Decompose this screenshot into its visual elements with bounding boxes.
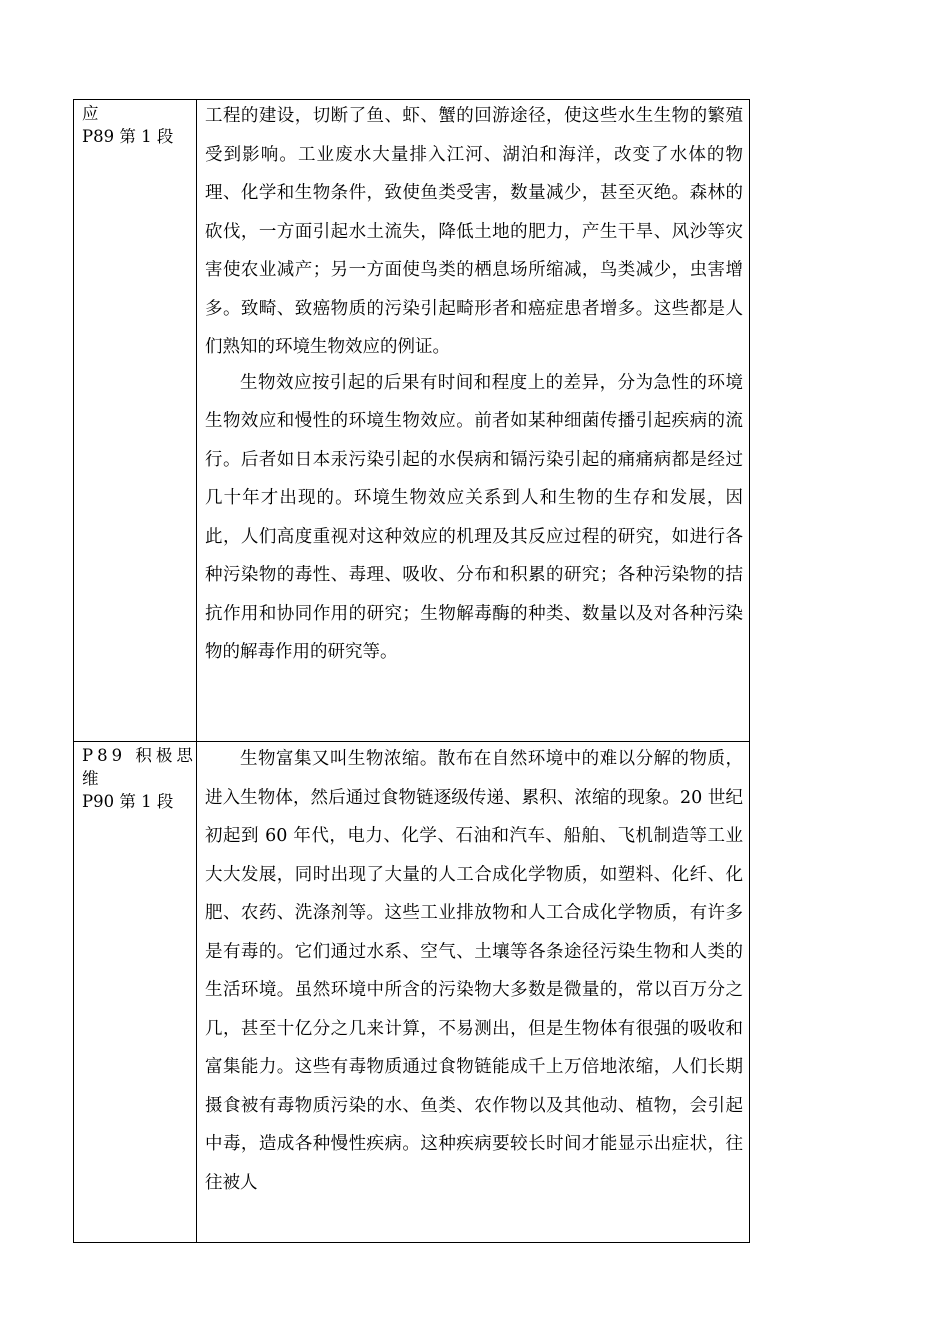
reference-line: P89 第 1 段 [82, 127, 174, 146]
table-row [74, 100, 750, 742]
content-table [73, 99, 750, 1243]
paragraph: 工程的建设，切断了鱼、虾、蟹的回游途径，使这些水生生物的繁殖受到影响。工业废水大量排入江河、湖泊和海洋，改变了水体的物理、化学和生物条件，致使鱼类受害，数量减少，甚至灭绝。森林的砍伐，一方面引起水土流失，降低土地的肥力，产生干旱、风沙等灾害使农业减产；另一方面使鸟类的栖息场所缩减，鸟类减少，虫害增多。致畸、致癌物质的污染引起畸形者和癌症患者增多。这些都是人们熟知的环境生物效应的例证。 [205, 106, 743, 357]
reference-line: 维 [82, 769, 99, 788]
reference-line: P89 积极思 [82, 746, 197, 765]
reference-line: 应 [82, 104, 99, 123]
paragraph: 生物富集又叫生物浓缩。散布在自然环境中的难以分解的物质，进入生物体，然后通过食物链逐级传递、累积、浓缩的现象。20 世纪初起到 60 年代，电力、化学、石油和汽车、船舶、飞机制造等工业大大发展，同时出现了大量的人工合成化学物质，如塑料、化纤、化肥、农药、洗涤剂等。这些工业排放物和人工合成化学物质，有许多是有毒的。它们通过水系、空气、土壤等各条途径污染生物和人类的生活环境。虽然环境中所含的污染物大多数是微量的，常以百万分之几，甚至十亿分之几来计算，不易测出，但是生物体有很强的吸收和富集能力。这些有毒物质通过食物链能成千上万倍地浓缩，人们长期摄食被有毒物质污染的水、鱼类、农作物以及其他动、植物，会引起中毒，造成各种慢性疾病。这种疾病要较长时间才能显示出症状，往往被人 [205, 749, 743, 1193]
paragraph: 生物效应按引起的后果有时间和程度上的差异，分为急性的环境生物效应和慢性的环境生物效应。前者如某种细菌传播引起疾病的流行。后者如日本汞污染引起的水俣病和镉污染引起的痛痛病都是经过几十年才出现的。环境生物效应关系到人和生物的生存和发展，因此，人们高度重视对这种效应的机理及其反应过程的研究，如进行各种污染物的毒性、毒理、吸收、分布和积累的研究；各种污染物的拮抗作用和协同作用的研究；生物解毒酶的种类、数量以及对各种污染物的解毒作用的研究等。 [205, 372, 743, 662]
body-cell [197, 742, 750, 1243]
reference-cell [74, 742, 197, 1243]
reference-cell [74, 100, 197, 742]
body-cell [197, 100, 750, 742]
table-row [74, 742, 750, 1243]
reference-line: P90 第 1 段 [82, 792, 174, 811]
